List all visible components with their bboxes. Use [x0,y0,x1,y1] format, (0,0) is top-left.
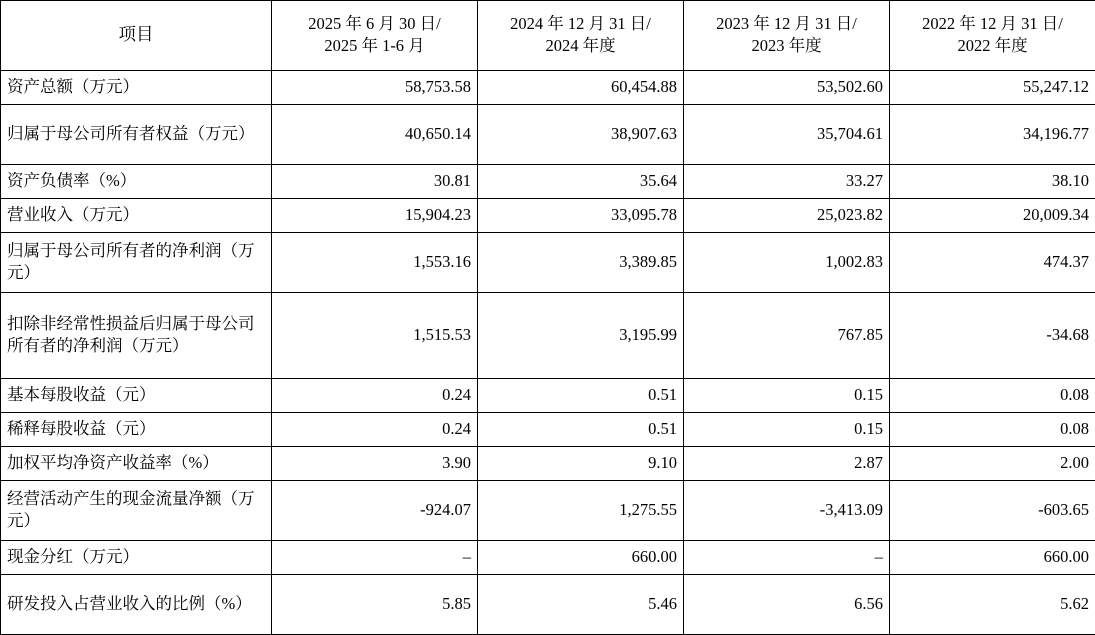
table-row [1,165,1095,199]
cell-value: 33,095.78 [478,199,684,233]
cell-value: 58,753.58 [272,71,478,105]
table-row [1,447,1095,481]
table-row [1,71,1095,105]
cell-value: 34,196.77 [890,105,1095,165]
cell-value: 0.08 [890,379,1095,413]
cell-value: 1,515.53 [272,293,478,379]
cell-value: 660.00 [478,541,684,575]
row-label: 归属于母公司所有者的净利润（万元） [1,233,272,293]
cell-value: -924.07 [272,481,478,541]
cell-value: 0.15 [684,413,890,447]
cell-value: 1,002.83 [684,233,890,293]
cell-value: -603.65 [890,481,1095,541]
table-header [1,1,1095,71]
row-label: 研发投入占营业收入的比例（%） [1,575,272,635]
row-label: 基本每股收益（元） [1,379,272,413]
cell-value: 0.51 [478,379,684,413]
column-header-period-2022 [890,1,1095,71]
cell-value: 35.64 [478,165,684,199]
cell-value: 1,553.16 [272,233,478,293]
table-row [1,199,1095,233]
cell-value: 9.10 [478,447,684,481]
row-label: 资产总额（万元） [1,71,272,105]
column-header-line2: 2025 年 1-6 月 [278,35,471,57]
row-label: 营业收入（万元） [1,199,272,233]
column-header-line1: 2022 年 12 月 31 日/ [896,13,1089,35]
cell-value: 1,275.55 [478,481,684,541]
row-label: 扣除非经常性损益后归属于母公司所有者的净利润（万元） [1,293,272,379]
cell-value: 0.24 [272,379,478,413]
cell-value: 767.85 [684,293,890,379]
table-row [1,413,1095,447]
column-header-line1: 2025 年 6 月 30 日/ [278,13,471,35]
cell-value: 3,389.85 [478,233,684,293]
table-row [1,481,1095,541]
table-row [1,379,1095,413]
table-row [1,293,1095,379]
column-header-line2: 2023 年度 [690,35,883,57]
cell-value: 660.00 [890,541,1095,575]
cell-value: -3,413.09 [684,481,890,541]
cell-value: 0.08 [890,413,1095,447]
row-label: 资产负债率（%） [1,165,272,199]
column-header-item: 项目 [1,1,272,71]
cell-value: – [684,541,890,575]
cell-value: 2.87 [684,447,890,481]
cell-value: 5.46 [478,575,684,635]
column-header-line2: 2022 年度 [896,35,1089,57]
cell-value: 20,009.34 [890,199,1095,233]
cell-value: 6.56 [684,575,890,635]
column-header-line1: 2024 年 12 月 31 日/ [484,13,677,35]
cell-value: 474.37 [890,233,1095,293]
cell-value: 53,502.60 [684,71,890,105]
cell-value: 0.15 [684,379,890,413]
cell-value: 38.10 [890,165,1095,199]
cell-value: 38,907.63 [478,105,684,165]
cell-value: – [272,541,478,575]
cell-value: -34.68 [890,293,1095,379]
cell-value: 25,023.82 [684,199,890,233]
cell-value: 3,195.99 [478,293,684,379]
column-header-period-2025 [272,1,478,71]
cell-value: 2.00 [890,447,1095,481]
cell-value: 30.81 [272,165,478,199]
row-label: 现金分红（万元） [1,541,272,575]
cell-value: 33.27 [684,165,890,199]
cell-value: 40,650.14 [272,105,478,165]
cell-value: 5.85 [272,575,478,635]
cell-value: 55,247.12 [890,71,1095,105]
row-label: 归属于母公司所有者权益（万元） [1,105,272,165]
column-header-period-2023 [684,1,890,71]
column-header-period-2024 [478,1,684,71]
table-row [1,541,1095,575]
cell-value: 0.51 [478,413,684,447]
table-body [1,71,1095,635]
column-header-line1: 2023 年 12 月 31 日/ [690,13,883,35]
cell-value: 15,904.23 [272,199,478,233]
column-header-line2: 2024 年度 [484,35,677,57]
row-label: 加权平均净资产收益率（%） [1,447,272,481]
cell-value: 3.90 [272,447,478,481]
header-row [1,1,1095,71]
cell-value: 5.62 [890,575,1095,635]
cell-value: 60,454.88 [478,71,684,105]
table-row [1,233,1095,293]
table-row [1,105,1095,165]
row-label: 经营活动产生的现金流量净额（万元） [1,481,272,541]
row-label: 稀释每股收益（元） [1,413,272,447]
cell-value: 35,704.61 [684,105,890,165]
cell-value: 0.24 [272,413,478,447]
